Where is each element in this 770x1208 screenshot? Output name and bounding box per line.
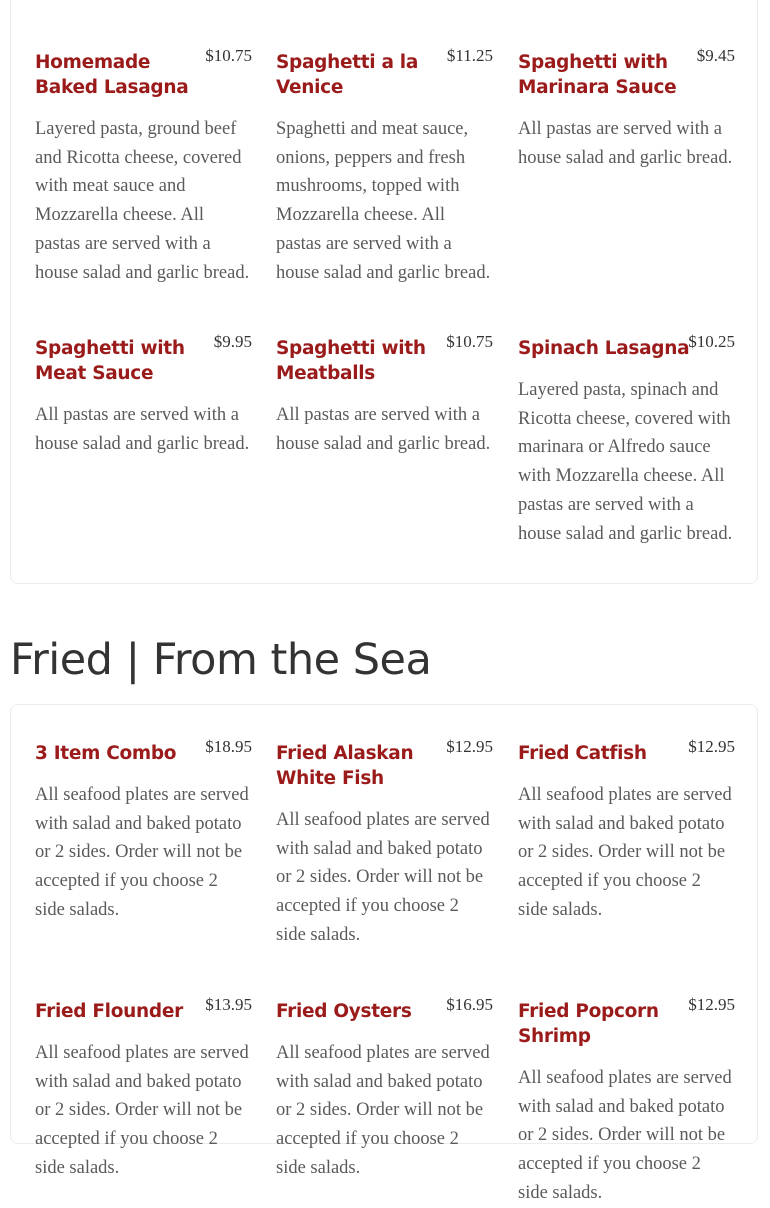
menu-item-price: $18.95	[205, 737, 252, 756]
menu-item-name: Fried Popcorn Shrimp	[518, 1001, 659, 1047]
menu-item-price: $10.75	[205, 46, 252, 65]
menu-item-name: Fried Catfish	[518, 743, 647, 764]
seafood-menu-card	[10, 704, 758, 1203]
menu-item-name: Spaghetti with Marinara Sauce	[518, 52, 677, 98]
menu-item-price: $16.95	[446, 995, 493, 1014]
menu-item[interactable]	[35, 995, 252, 1183]
menu-item-description: All seafood plates are served with salad and baked potato or 2 sides. Order will not be accepted if you choose 2 side salads.	[35, 1043, 249, 1178]
menu-item-price: $9.95	[213, 332, 252, 351]
section-title: Fried | From the Sea	[10, 635, 432, 685]
menu-item[interactable]	[276, 737, 493, 950]
menu-item-name: Spaghetti a la Venice	[276, 52, 419, 98]
menu-item-price: $13.95	[205, 995, 252, 1014]
menu-item-name: Fried Oysters	[276, 1001, 412, 1022]
menu-item-description: All seafood plates are served with salad and baked potato or 2 sides. Order will not be accepted if you choose 2 side salads.	[35, 785, 249, 920]
menu-item-description: All seafood plates are served with salad and baked potato or 2 sides. Order will not be accepted if you choose 2 side salads.	[518, 785, 732, 920]
menu-item[interactable]	[276, 995, 493, 1183]
menu-item[interactable]	[35, 737, 252, 925]
menu-item-description: All pastas are served with a house salad and garlic bread.	[35, 405, 250, 454]
menu-item-price: $11.25	[446, 46, 493, 65]
menu-item-description: All seafood plates are served with salad and baked potato or 2 sides. Order will not be accepted if you choose 2 side salads.	[518, 1068, 732, 1203]
menu-item[interactable]	[276, 332, 493, 458]
menu-item-name: Spaghetti with Meat Sauce	[35, 338, 185, 384]
menu-item-price: $10.75	[446, 332, 493, 351]
menu-item-name: Homemade Baked Lasagna	[35, 52, 189, 98]
menu-item[interactable]	[518, 737, 735, 925]
menu-item[interactable]	[518, 332, 735, 548]
menu-item-description: All pastas are served with a house salad and garlic bread.	[518, 119, 733, 168]
menu-item-name: Spinach Lasagna	[518, 338, 690, 359]
menu-item-description: Layered pasta, spinach and Ricotta cheese, covered with marinara or Alfredo sauce with Mozzarella cheese. All pastas are served with a house salad and garlic bread.	[518, 380, 733, 544]
menu-item-description: All seafood plates are served with salad and baked potato or 2 sides. Order will not be accepted if you choose 2 side salads.	[276, 810, 490, 945]
menu-item[interactable]	[518, 46, 735, 172]
menu-item-price: $10.25	[688, 332, 735, 351]
menu-item-name: Fried Alaskan White Fish	[276, 743, 414, 789]
menu-item-price: $12.95	[688, 737, 735, 756]
menu-item-price: $9.45	[696, 46, 735, 65]
menu-item[interactable]	[276, 46, 493, 287]
menu-item-description: All pastas are served with a house salad and garlic bread.	[276, 405, 491, 454]
menu-item-price: $12.95	[446, 737, 493, 756]
pasta-menu-card	[10, 0, 758, 584]
menu-item[interactable]	[518, 995, 735, 1208]
menu-item-description: Spaghetti and meat sauce, onions, peppers and fresh mushrooms, topped with Mozzarella cheese. All pastas are served with a house salad and garlic bread.	[276, 119, 491, 283]
menu-item-name: Spaghetti with Meatballs	[276, 338, 426, 384]
menu-item-name: 3 Item Combo	[35, 743, 177, 764]
menu-item-description: All seafood plates are served with salad and baked potato or 2 sides. Order will not be accepted if you choose 2 side salads.	[276, 1043, 490, 1178]
menu-item[interactable]	[35, 46, 252, 287]
menu-item-price: $12.95	[688, 995, 735, 1014]
menu-item-description: Layered pasta, ground beef and Ricotta cheese, covered with meat sauce and Mozzarella cheese. All pastas are served with a house salad and garlic bread.	[35, 119, 250, 283]
menu-item-name: Fried Flounder	[35, 1001, 183, 1022]
menu-item[interactable]	[35, 332, 252, 458]
